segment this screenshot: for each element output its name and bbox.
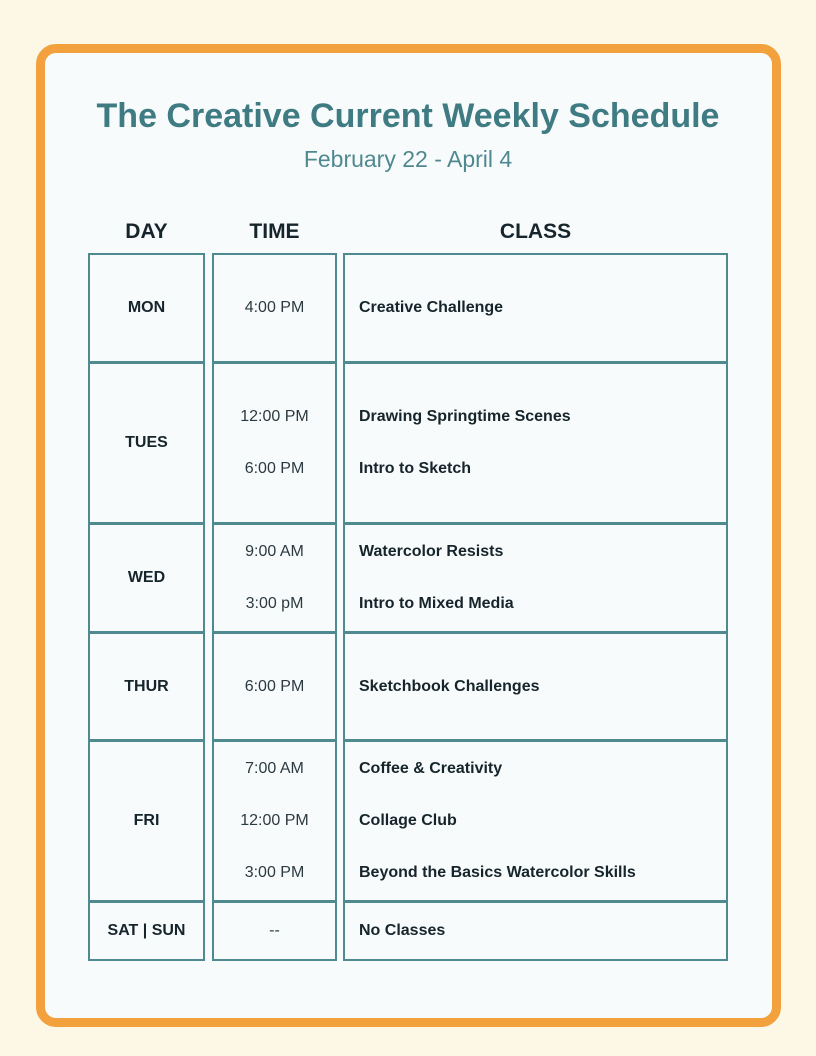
class-cell-mon	[343, 253, 728, 363]
time-entry: 9:00 AM	[245, 543, 304, 560]
time-entry: 6:00 PM	[244, 460, 305, 477]
time-entry: 6:00 PM	[244, 677, 305, 695]
time-entry: 12:00 PM	[240, 408, 309, 425]
day-cell-fri	[88, 740, 205, 902]
time-entry: 4:00 PM	[244, 299, 305, 316]
time-entry: 3:00 PM	[244, 864, 305, 881]
day-cell-wed	[88, 523, 205, 633]
class-entry: Beyond the Basics Watercolor Skills	[359, 864, 636, 881]
class-entry: Creative Challenge	[359, 299, 504, 316]
time-cell-weekend	[212, 901, 337, 961]
class-cell-thur	[343, 632, 728, 741]
date-range-subtitle: February 22 - April 4	[303, 146, 513, 172]
time-cell-tues	[212, 362, 337, 524]
day-cell-mon	[88, 253, 205, 363]
class-cell-fri	[343, 740, 728, 902]
day-label: THUR	[124, 677, 169, 695]
class-entry: Sketchbook Challenges	[359, 677, 540, 695]
class-column-header: CLASS	[499, 220, 572, 243]
class-cell-weekend	[343, 901, 728, 961]
time-cell-wed	[212, 523, 337, 633]
class-entry: Watercolor Resists	[359, 543, 504, 560]
time-entry: 3:00 pM	[245, 595, 304, 612]
day-label: FRI	[133, 812, 160, 829]
day-cell-weekend	[88, 901, 205, 961]
day-label: MON	[127, 299, 166, 316]
day-column-header: DAY	[125, 220, 168, 243]
time-entry: 7:00 AM	[245, 760, 304, 777]
class-entry: Collage Club	[359, 812, 457, 829]
class-entry: No Classes	[359, 922, 446, 939]
page-title: The Creative Current Weekly Schedule	[96, 97, 720, 135]
class-entry: Drawing Springtime Scenes	[359, 408, 571, 425]
time-cell-mon	[212, 253, 337, 363]
class-entry: Coffee & Creativity	[359, 760, 503, 777]
time-cell-thur	[212, 632, 337, 741]
time-entry: 12:00 PM	[240, 812, 309, 829]
day-cell-tues	[88, 362, 205, 524]
day-label: SAT | SUN	[107, 922, 186, 939]
time-cell-fri	[212, 740, 337, 902]
class-entry: Intro to Mixed Media	[359, 595, 514, 612]
day-cell-thur	[88, 632, 205, 741]
time-entry: --	[269, 922, 280, 939]
class-entry: Intro to Sketch	[359, 460, 472, 477]
day-label: WED	[127, 569, 166, 586]
class-cell-wed	[343, 523, 728, 633]
time-column-header: TIME	[249, 220, 300, 243]
day-label: TUES	[125, 434, 168, 451]
class-cell-tues	[343, 362, 728, 524]
